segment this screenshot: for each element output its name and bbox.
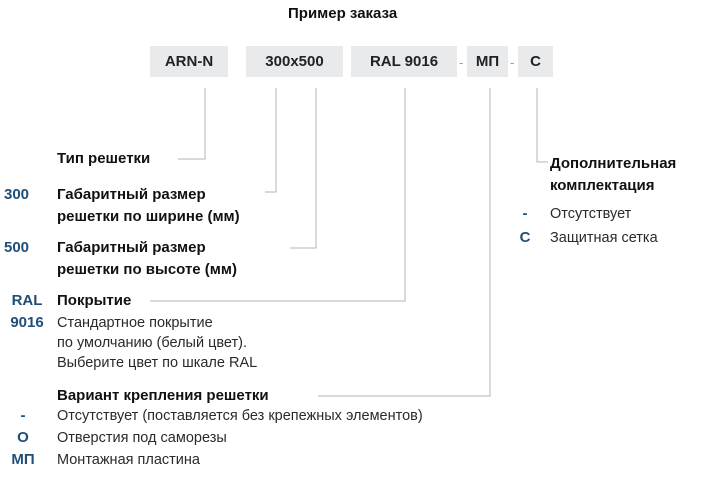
extra-heading: Дополнительная комплектация (550, 155, 677, 194)
mount-option-text: Отверстия под саморезы (57, 430, 227, 446)
height-heading: Габаритный размер решетки по высоте (мм) (57, 239, 237, 278)
width-heading: Габаритный размер решетки по ширине (мм) (57, 186, 240, 225)
mount-option-code: О (17, 429, 29, 446)
separator-1: - (459, 55, 464, 70)
extra-option-code: - (522, 205, 528, 222)
coating-code: RAL 9016 (10, 292, 44, 331)
coating-heading: Покрытие (57, 292, 132, 309)
order-code-extra: С (518, 46, 553, 77)
coating-description: Стандартное покрытие по умолчанию (белый цвет). Выберите цвет по шкале RAL (57, 315, 258, 371)
extra-option-text: Защитная сетка (550, 230, 658, 246)
mount-option-code: МП (11, 451, 35, 468)
type-heading: Тип решетки (57, 150, 151, 167)
connector-type (178, 88, 205, 159)
mount-option-code: - (20, 407, 26, 424)
extra-option-code: С (519, 229, 531, 246)
page-title: Пример заказа (288, 5, 398, 22)
width-code: 300 (4, 186, 30, 203)
order-code-mount: МП (467, 46, 508, 77)
order-code-coating: RAL 9016 (351, 46, 457, 77)
mount-option-text: Монтажная пластина (57, 452, 200, 468)
connector-width (265, 88, 276, 192)
separator-2: - (510, 55, 515, 70)
mount-heading: Вариант крепления решетки (57, 387, 269, 404)
order-code-type: ARN-N (150, 46, 228, 77)
connector-extra (537, 88, 548, 162)
connector-height (290, 88, 316, 248)
connector-mount (318, 88, 490, 396)
height-code: 500 (4, 239, 30, 256)
extra-option-text: Отсутствует (550, 206, 632, 222)
order-code-size: 300x500 (246, 46, 343, 77)
mount-option-text: Отсутствует (поставляется без крепежных элементов) (57, 408, 423, 424)
